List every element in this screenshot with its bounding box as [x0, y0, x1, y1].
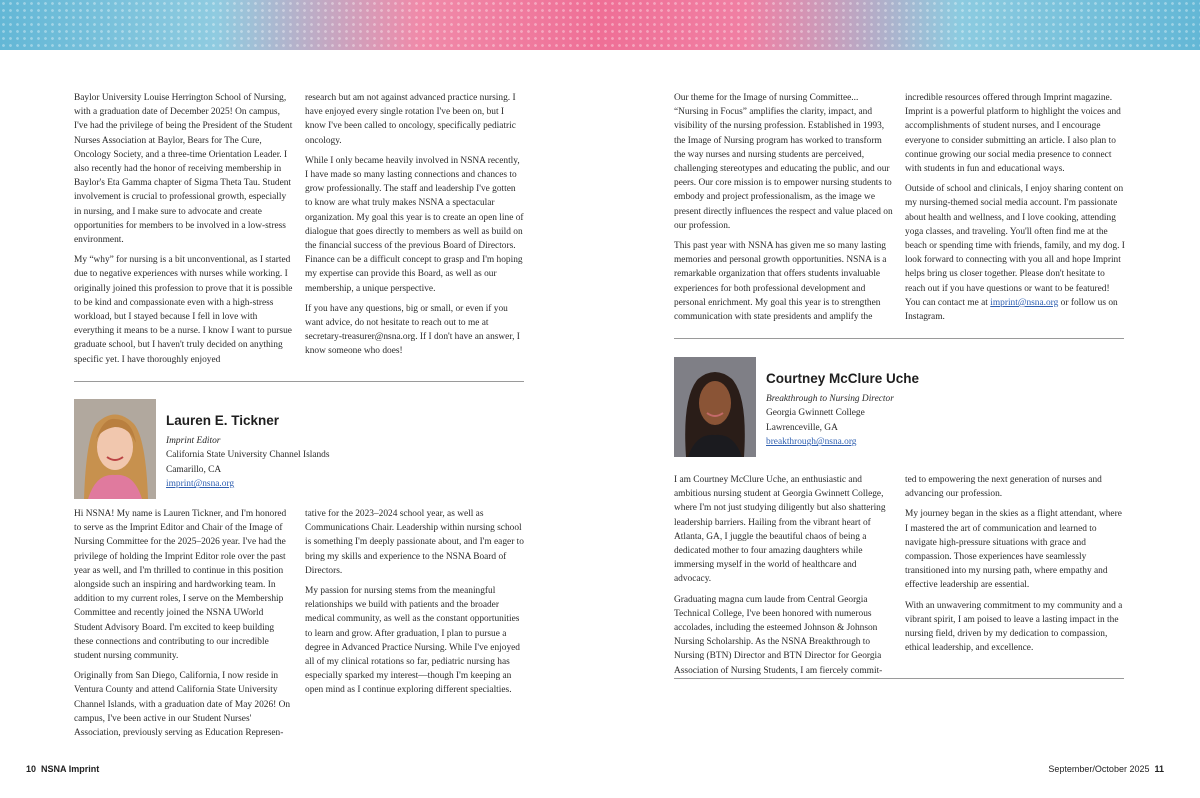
section-divider	[674, 338, 1124, 339]
paragraph: research but am not against advanced practice nursing. I have enjoyed every single rotation I've been on, but I know I've been called to oncology, specifically pediatric oncology.	[305, 93, 516, 146]
header-banner	[0, 0, 1200, 50]
paragraph: While I only became heavily involved in NSNA recently, I have made so many lasting connections and chances to grow professionally. The staff and leadership I've gotten to know are what truly makes NSNA a spectacular organization. My goal this year is to create an open line of dialogue that goes directly to members as well as build on the financial success of the previous Board of Directors. Finance can be a difficult concept to grasp and I'm hoping my expertise can provide this Board, as well as our membership, a unique perspective.	[305, 155, 524, 294]
lauren-profile-info	[166, 412, 466, 492]
publication-title: NSNA Imprint	[41, 764, 100, 774]
paragraph: ted to empowering the next generation of nurses and advancing our profession.	[905, 475, 1102, 500]
profile-name: Lauren E. Tickner	[166, 413, 280, 428]
courtney-column-1	[674, 473, 894, 678]
paragraph: tative for the 2023–2024 school year, as well as Communications Chair. Leadership within nursing school is something I'm deeply passionate about, and I'm eager to bring my skills and experience to the NSNA Board of Directors.	[305, 509, 524, 576]
paragraph: Our theme for the Image of nursing Committee... “Nursing in Focus” amplifies the clarity, impact, and visibility of the nursing profession. Established in 1993, the Image of Nursing program has worked to transform the way nurses and nursing students are perceived, challenging stereotypes and educating the public, and our peers. Our core mission is to empower nursing students to embody and project professionalism, as the image we present directly influences the respect and value placed on our profession.	[674, 93, 893, 231]
page-number: 10	[26, 764, 37, 774]
text: or follow us on Instagram.	[905, 297, 1118, 323]
section-divider	[74, 381, 524, 382]
paragraph: Originally from San Diego, California, I now reside in Ventura County and attend California State University Channel Islands, with a graduation date of May 2026! On campus, I've been active in our Student Nurses' Association, previously serving as Education Represen-	[74, 671, 291, 739]
courtney-profile-info	[766, 370, 1066, 450]
footer-right	[1048, 764, 1164, 774]
paragraph: My journey began in the skies as a flight attendant, where I mastered the art of communication and learned to navigate high-pressure situations with grace and compassion. Those experiences have seamlessly transitioned into my nursing path, where empathy and effective leadership are essential.	[905, 509, 1122, 591]
paragraph: This past year with NSNA has given me so many lasting memories and personal growth opportunities. NSNA is a remarkable organization that offers students invaluable experiences for both professional development and personal enrichment. My goal this year is to strengthen communication with state presidents and amplify the	[674, 241, 887, 323]
paragraph: If you have any questions, big or small, or even if you want advice, do not hesitate to reach out to me at secretary-treasurer@nsna.org. If I don't have an answer, I know someone who does!	[305, 303, 520, 357]
section-divider	[674, 678, 1124, 679]
paragraph: My passion for nursing stems from the meaningful relationships we build with patients and the broader medical community, as well as the constant opportunities to learn and grow. After graduation, I plan to pursue a degree in Advanced Practice Nursing. While I've enjoyed all of my clinical rotations so far, pediatric nursing has especially sparked my interest—though I'm keeping an open mind as I continue exploring different specialties.	[305, 586, 520, 696]
paragraph: Hi NSNA! My name is Lauren Tickner, and I'm honored to serve as the Imprint Editor and Chair of the Image of Nursing Committee for the 2025–2026 year. I've had the privilege of holding the Imprint Editor role over the past year as well, and I'm thrilled to continue in this position alongside such an inspiring and hardworking team. In addition to my current roles, I serve on the Membership Committee and recently joined the NSNA UWorld Student Advisory Board. I'm excited to keep building these connections and contributing to our incredible student nursing community.	[74, 509, 287, 662]
profile-role: Breakthrough to Nursing Director	[766, 394, 894, 404]
courtney-portrait-photo	[674, 357, 756, 457]
profile-email-link[interactable]: imprint@nsna.org	[166, 479, 235, 490]
imprint-email-link[interactable]: imprint@nsna.org	[990, 297, 1059, 308]
left-top-column-1	[74, 91, 294, 367]
profile-location: Camarillo, CA	[166, 464, 222, 475]
profile-location: Lawrenceville, GA	[766, 422, 838, 433]
issue-date: September/October 2025	[1048, 764, 1150, 774]
paragraph: Baylor University Louise Herrington School of Nursing, with a graduation date of December 2025! On campus, I've had the privilege of being the President of the Student Nurses Association at Baylor, Bears for The Cure, Oncology Society, and a three-time Orientation Leader. I also recently had the honor of receiving membership in Baylor's Eta Gamma chapter of Sigma Theta Tau. Student involvement is crucial to professional growth, especially in nursing, and I make sure to advocate and create opportunities for members to be involved in a low-stress environment.	[74, 93, 293, 246]
lauren-portrait-photo	[74, 399, 156, 499]
paragraph: My “why” for nursing is a bit unconventional, as I started due to negative experiences with nurses while working. I originally joined this profession to prove that it is possible to be kind and compassionate even with a high-stress workload, but I stayed because I fell in love with everything it means to be a nurse. I know I want to pursue graduate school, but I haven't truly decided on anything specific yet. I have thoroughly enjoyed	[74, 255, 293, 365]
footer-left	[26, 764, 99, 774]
page-number: 11	[1154, 764, 1164, 774]
right-top-column-1	[674, 91, 894, 324]
right-top-column-2	[905, 91, 1125, 324]
lauren-column-1	[74, 507, 294, 740]
profile-school: Georgia Gwinnett College	[766, 408, 865, 419]
profile-email-link[interactable]: breakthrough@nsna.org	[766, 437, 857, 448]
profile-role: Imprint Editor	[166, 436, 221, 446]
paragraph: I am Courtney McClure Uche, an enthusiastic and ambitious nursing student at Georgia Gwinnett College, where I'm not just studying diligently but also shattering leadership barriers. Hailing from the vibrant heart of Atlanta, GA, I juggle the beautiful chaos of being a dedicated mother to four amazing daughters while immersing myself in the world of healthcare and advocacy.	[674, 475, 886, 585]
text: Outside of school and clinicals, I enjoy sharing content on my nursing-themed social media account. I'm passionate about health and wellness, and I love cooking, attending yoga classes, and traveling. You'll often find me at the beach or spending time with friends, family, and my dog. I look forward to connecting with you all and hope Imprint helps bring us closer together. Please don't hesitate to reach out if you have questions or want to be featured! You can contact me at	[905, 184, 1125, 308]
left-top-column-2	[305, 91, 525, 359]
paragraph: incredible resources offered through Imprint magazine. Imprint is a powerful platform to highlight the voices and accomplishments of student nurses, and I encourage everyone to consider submitting an article. I also plan to continue growing our social media presence to connect with students in fun and educational ways.	[905, 93, 1121, 175]
halftone-dots	[0, 0, 1200, 50]
profile-school: California State University Channel Islands	[166, 450, 330, 461]
courtney-column-2	[905, 473, 1125, 655]
paragraph	[905, 182, 1125, 324]
paragraph: Graduating magna cum laude from Central Georgia Technical College, I've been honored with numerous accolades, including the esteemed Johnson & Johnson Nursing Scholarship. As the NSNA Breakthrough to Nursing (BTN) Director and BTN Director for Georgia Association of Nursing Students, I am fiercely commit-	[674, 594, 883, 676]
lauren-column-2	[305, 507, 525, 698]
profile-name: Courtney McClure Uche	[766, 371, 920, 386]
paragraph: With an unwavering commitment to my community and a vibrant spirit, I am poised to leave a lasting impact in the nursing field, driven by my dedication to compassion, ethical leadership, and excellence.	[905, 600, 1123, 654]
